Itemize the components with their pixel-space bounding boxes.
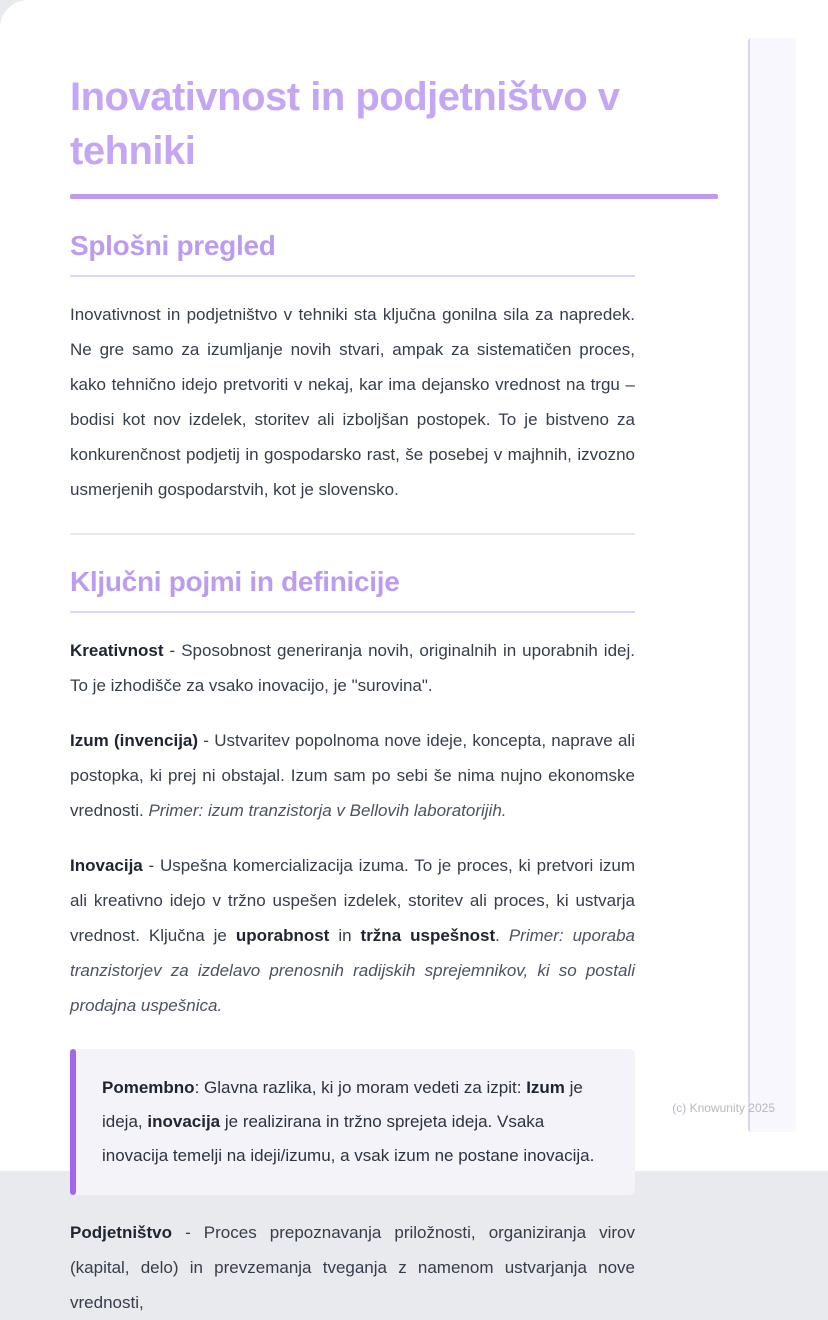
page-content: [70, 0, 635, 1320]
paragraph: Izum (invencija) - Ustvaritev popolnoma nove ideje, koncepta, naprave ali postopka, ki prej ni obstajal. Izum sam po sebi še nima nujno ekonomske vrednosti. Primer: izum tranzistorja v Bellovih laboratorijih.: [70, 731, 635, 820]
paragraph: Inovacija - Uspešna komercializacija izuma. To je proces, ki pretvori izum ali kreativno idejo v tržno uspešen izdelek, storitev ali proces, ki ustvarja vrednost. Ključna je uporabnost in tržna uspešnost. Primer: uporaba tranzistorjev za izdelavo prenosnih radijskih sprejemnikov, ki so postali prodajna uspešnica.: [70, 856, 635, 1015]
section-divider: [70, 533, 635, 535]
paragraph: Kreativnost - Sposobnost generiranja novih, originalnih in uporabnih idej. To je izhodišče za vsako inovacijo, je "surovina".: [70, 641, 635, 695]
important-callout: [70, 1049, 635, 1195]
paragraph: Podjetništvo - Proces prepoznavanja priložnosti, organiziranja virov (kapital, delo) in prevzemanja tveganja z namenom ustvarjanja nove vrednosti,: [70, 1223, 635, 1312]
title-divider: [70, 194, 718, 199]
sections: [70, 229, 635, 1320]
section-heading: Ključni pojmi in definicije: [70, 566, 400, 597]
next-page-edge: [748, 38, 796, 1132]
callout-text: Pomembno: Glavna razlika, ki jo moram vedeti za izpit: Izum je ideja, inovacija je realizirana in tržno sprejeta ideja. Vsaka inovacija temelji na ideji/izumu, a vsak izum ne postane inovacija.: [102, 1078, 595, 1165]
page-title: Inovativnost in podjetništvo v tehniki: [70, 75, 620, 173]
section-heading-rule: [70, 611, 635, 613]
section-heading: Splošni pregled: [70, 230, 276, 261]
callout-accent-bar: [70, 1049, 76, 1195]
footer-credit: (c) Knowunity 2025: [672, 1101, 775, 1115]
section-heading-rule: [70, 275, 635, 277]
paragraph: Inovativnost in podjetništvo v tehniki sta ključna gonilna sila za napredek. Ne gre samo za izumljanje novih stvari, ampak za sistematičen proces, kako tehnično idejo pretvoriti v nekaj, kar ima dejansko vrednost na trgu – bodisi kot nov izdelek, storitev ali izboljšan postopek. To je bistveno za konkurenčnost podjetij in gospodarsko rast, še posebej v majhnih, izvozno usmerjenih gospodarstvih, kot je slovensko.: [70, 305, 635, 499]
